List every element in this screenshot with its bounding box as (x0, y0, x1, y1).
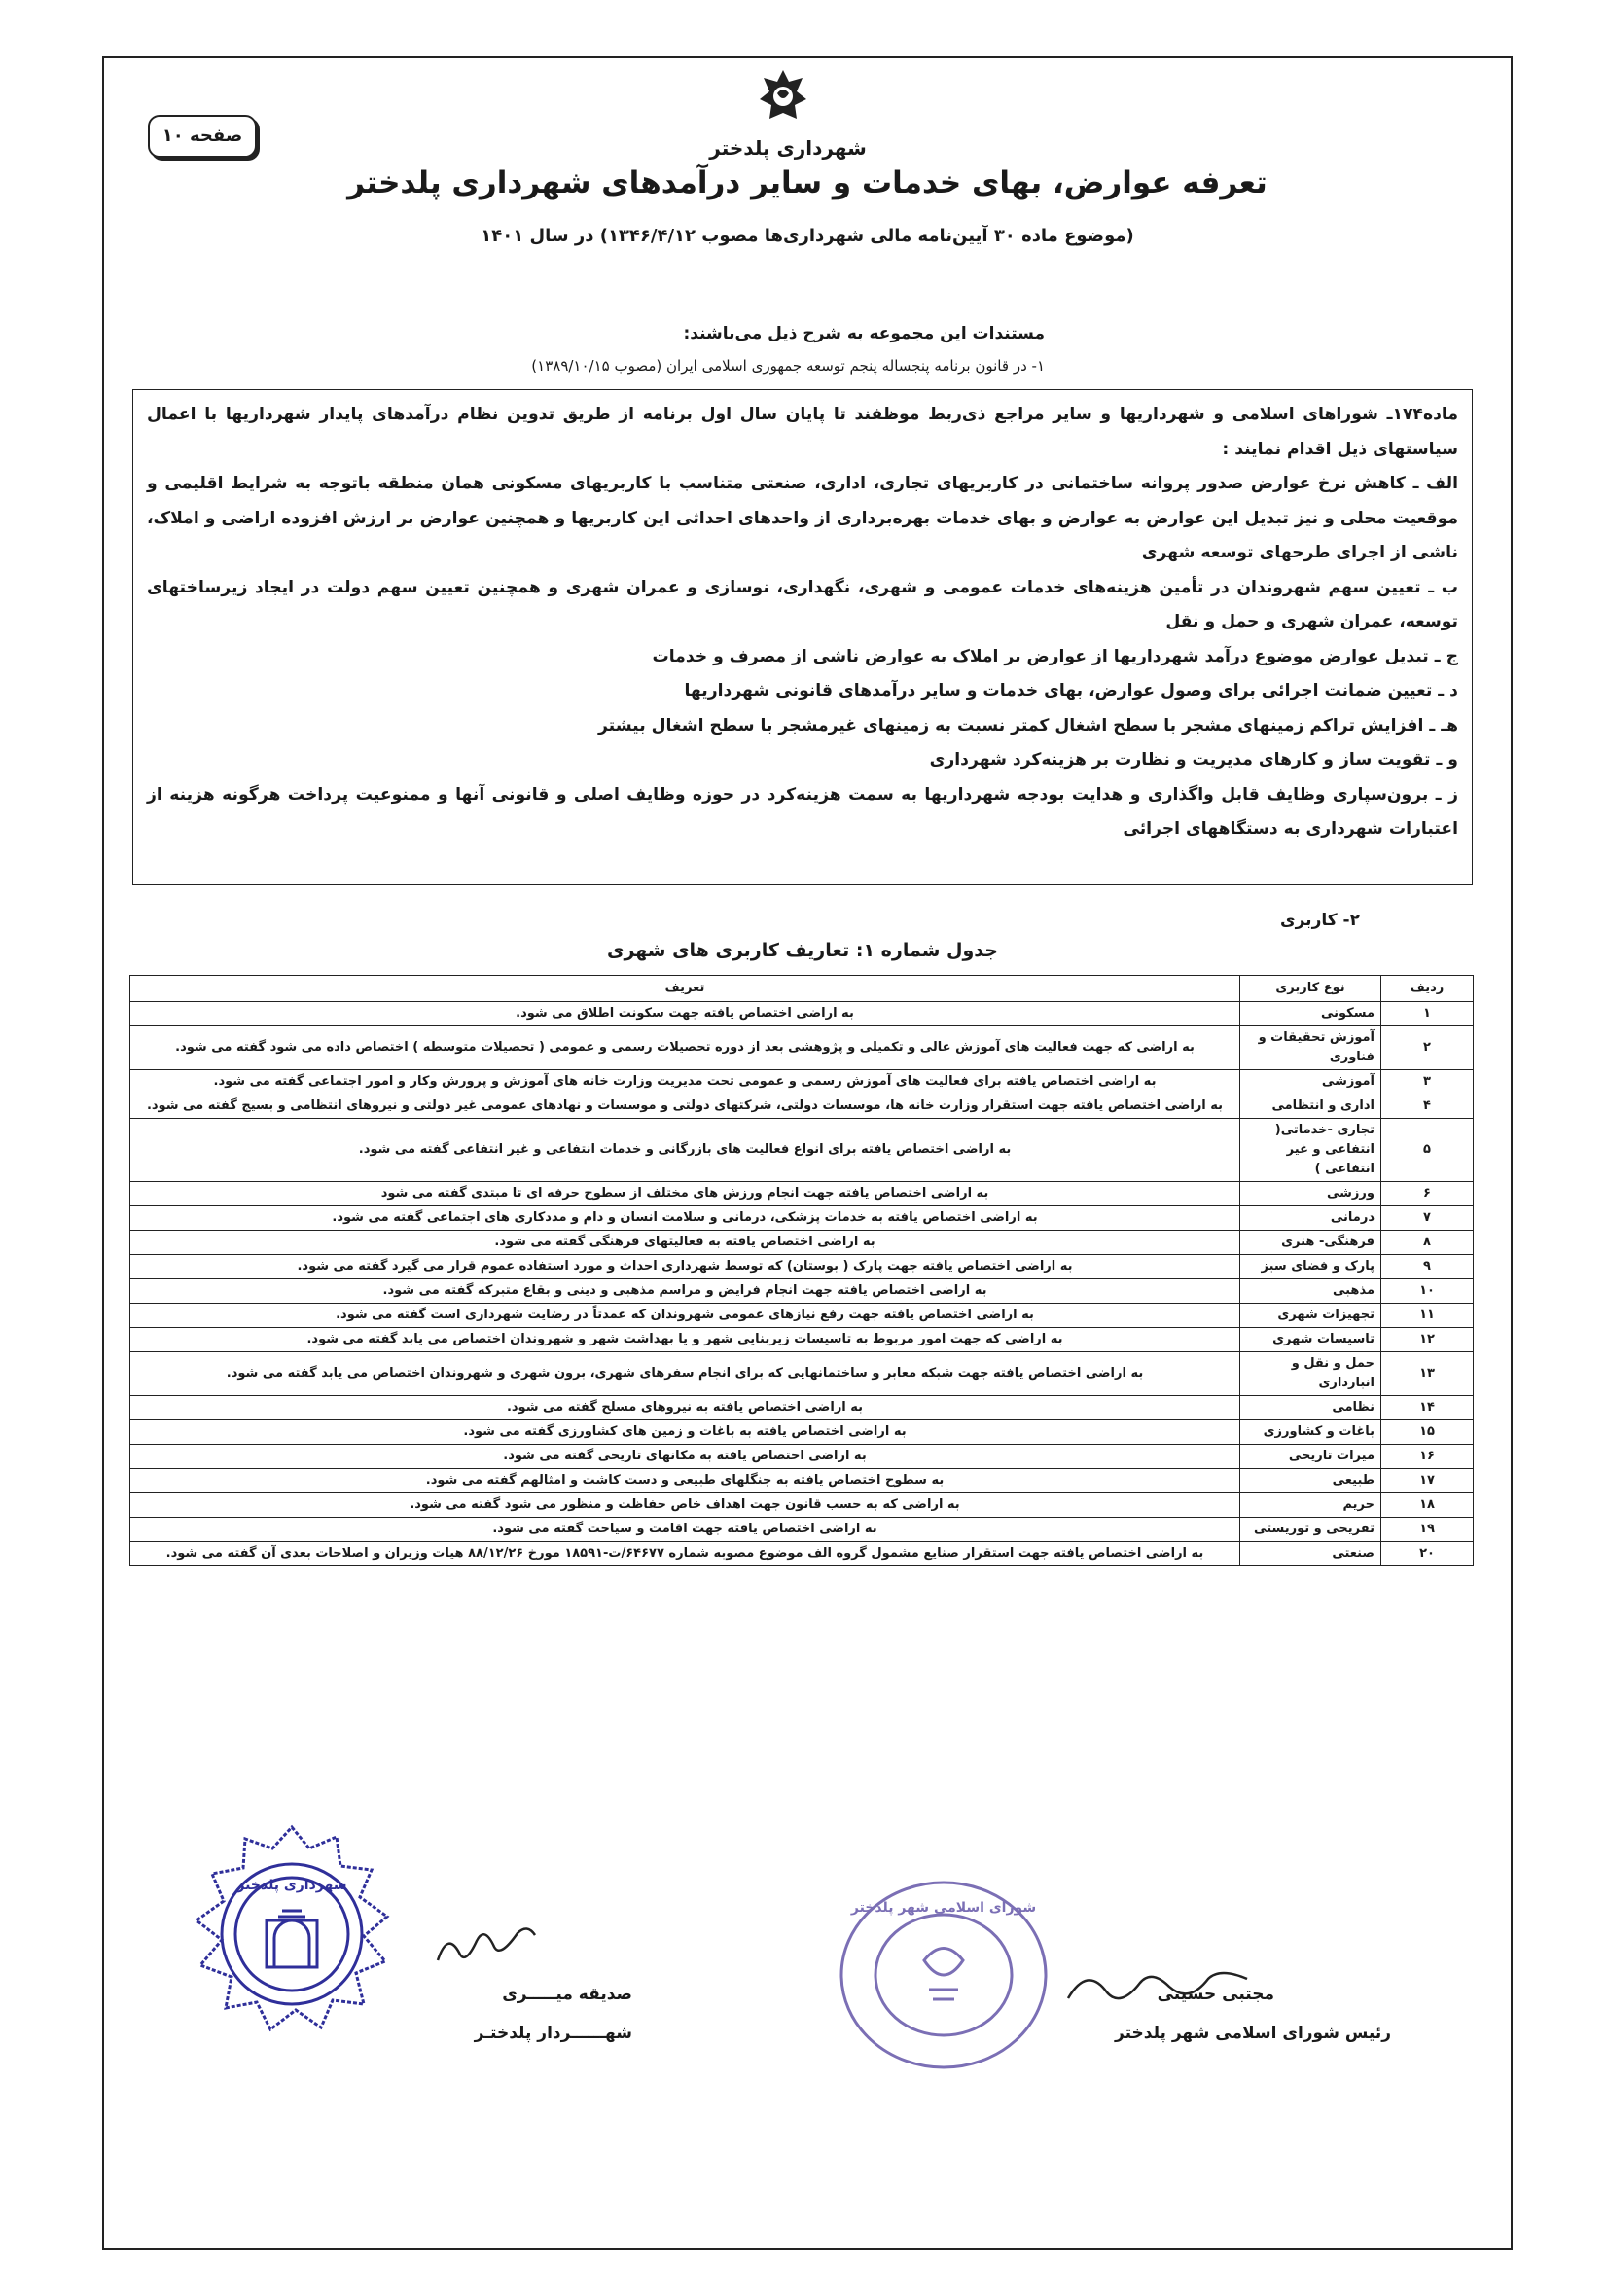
row-type-cell: پارک و فضای سبز (1240, 1255, 1381, 1279)
row-type-cell: تجاری -خدماتی( انتفاعی و غیر انتفاعی ) (1240, 1119, 1381, 1182)
article-clause: ب ـ تعیین سهم شهروندان در تأمین هزینه‌های خدمات عمومی و شهری، نگهداری، نوسازی و عمران شهری و همچنین تعیین سهم دولت در ایجاد زیرساختهای توسعه، عمران شهری و حمل و نقل (147, 577, 1458, 631)
row-type-cell: مسکونی (1240, 1002, 1381, 1026)
organization-name: شهرداری پلدختر (709, 136, 867, 160)
column-header-index: ردیف (1381, 976, 1474, 1002)
usage-definitions-table (129, 975, 1474, 1566)
row-index-cell: ۸ (1381, 1231, 1474, 1255)
document-subtitle: (موضوع ماده ۳۰ آیین‌نامه مالی شهرداری‌ها مصوب ۱۳۴۶/۴/۱۲) در سال ۱۴۰۱ (481, 226, 1134, 246)
row-definition-cell: به اراضی اختصاص یافته به خدمات پزشکی، درمانی و سلامت انسان و دام و مددکاری های اجتماعی گفته می شود. (130, 1206, 1240, 1231)
row-definition-cell: به اراضی اختصاص یافته جهت شبکه معابر و ساختمانهایی که برای انجام سفرهای شهری، برون شهری و شهروندان اختصاص می یابد گفته می شود. (130, 1352, 1240, 1396)
table-row (130, 1206, 1474, 1231)
article-clause: د ـ تعیین ضمانت اجرائی برای وصول عوارض، بهای خدمات و سایر درآمدهای قانونی شهرداریها (684, 681, 1458, 700)
table-row (130, 1002, 1474, 1026)
row-definition-cell: به اراضی اختصاص یافته به مکانهای تاریخی گفته می شود. (130, 1445, 1240, 1469)
table-row (130, 1094, 1474, 1119)
row-type-cell: طبیعی (1240, 1469, 1381, 1493)
row-definition-cell: به اراضی که جهت امور مربوط به تاسیسات زیربنایی شهر و یا بهداشت شهر و شهروندان اختصاص می یابد گفته می شود. (130, 1328, 1240, 1352)
row-definition-cell: به اراضی که جهت فعالیت های آموزش عالی و تکمیلی و پژوهشی بعد از دوره تحصیلات رسمی و عمومی ( تحصیلات متوسطه ) اختصاص داده می شود گفته می شود. (130, 1026, 1240, 1070)
table-row (130, 1420, 1474, 1445)
row-index-cell: ۲ (1381, 1026, 1474, 1070)
table-row (130, 1070, 1474, 1094)
row-type-cell: آموزش تحقیقات و فناوری (1240, 1026, 1381, 1070)
row-type-cell: حمل و نقل و انبارداری (1240, 1352, 1381, 1396)
article-clause: الف ـ کاهش نرخ عوارض صدور پروانه ساختمانی در کاربریهای تجاری، اداری، صنعتی متناسب با کاربریهای مسکونی همان منطقه باتوجه به شرایط اقلیمی و موقعیت محلی و نیز تبدیل این عوارض به عوارض و بهای خدمات بهره‌برداری از واحدهای احداثی این کاربریها و همچنین عوارض بر ارزش افزوده اراضی و املاک، ناشی از اجرای طرحهای توسعه شهری (147, 474, 1458, 562)
article-174-box (132, 389, 1473, 885)
row-definition-cell: به اراضی اختصاص یافته جهت اقامت و سیاحت گفته می شود. (130, 1518, 1240, 1542)
article-intro: ماده۱۷۴ـ شوراهای اسلامی و شهرداریها و سایر مراجع ذی‌ربط موظفند تا پایان سال اول برنامه از طریق تدوین نظام درآمدهای پایدار شهرداریها با اعمال سیاستهای ذیل اقدام نمایند : (147, 405, 1458, 459)
municipality-logo-icon (758, 68, 808, 126)
sources-item: ۱- در قانون برنامه پنجساله پنجم توسعه جمهوری اسلامی ایران (مصوب ۱۳۸۹/۱۰/۱۵) (531, 357, 1045, 375)
article-clause: ج ـ تبدیل عوارض موضوع درآمد شهرداریها از عوارض بر املاک به عوارض ناشی از مصرف و خدمات (652, 646, 1458, 666)
row-type-cell: فرهنگی- هنری (1240, 1231, 1381, 1255)
row-index-cell: ۱۵ (1381, 1420, 1474, 1445)
table-body (130, 1002, 1474, 1566)
svg-text:شهرداری پلدختر: شهرداری پلدختر (236, 1878, 347, 1893)
table-row (130, 1396, 1474, 1420)
column-header-type: نوع کاربری (1240, 976, 1381, 1002)
table-header-row (130, 976, 1474, 1002)
row-index-cell: ۱۷ (1381, 1469, 1474, 1493)
row-type-cell: حریم (1240, 1493, 1381, 1518)
mayor-signature-icon (428, 1921, 545, 1980)
row-type-cell: مذهبی (1240, 1279, 1381, 1304)
svg-text:شورای اسلامی شهر پلدختر: شورای اسلامی شهر پلدختر (850, 1900, 1037, 1916)
table-row (130, 1352, 1474, 1396)
row-index-cell: ۹ (1381, 1255, 1474, 1279)
table-row (130, 1518, 1474, 1542)
table-row (130, 1328, 1474, 1352)
row-index-cell: ۱۴ (1381, 1396, 1474, 1420)
sources-heading: مستندات این مجموعه به شرح ذیل می‌باشند: (683, 324, 1045, 343)
table-row (130, 1119, 1474, 1182)
row-definition-cell: به اراضی اختصاص یافته برای فعالیت های آموزش رسمی و عمومی تحت مدیریت وزارت خانه های آموزش و پرورش وکار و امور اجتماعی گفته می شود. (130, 1070, 1240, 1094)
city-council-seal-icon (832, 1873, 1055, 2077)
article-clause: هـ ـ افزایش تراکم زمینهای مشجر با سطح اشغال کمتر نسبت به زمینهای غیرمشجر با سطح اشغال بیشتر (597, 715, 1458, 735)
row-definition-cell: به اراضی اختصاص یافته جهت استقرار صنایع مشمول گروه الف موضوع مصوبه شماره ۶۴۶۷۷/ت-۱۸۵۹۱ مورخ ۸۸/۱۲/۲۶ هیات وزیران و اصلاحات بعدی آن گفته می شود. (130, 1542, 1240, 1566)
table-row (130, 1182, 1474, 1206)
row-index-cell: ۱ (1381, 1002, 1474, 1026)
mayor-name: صدیقه میـــــری (502, 1985, 632, 2004)
council-head-name: مجتبی حسینی (1157, 1985, 1274, 2004)
article-clause: ز ـ برون‌سپاری وظایف قابل واگذاری و هدایت بودجه شهرداریها به سمت هزینه‌کرد در حوزه وظایف اصلی و قانونی آنها و ممنوعیت پرداخت هرگونه هزینه از اعتبارات شهرداری به دستگاههای اجرائی (147, 784, 1458, 839)
row-definition-cell: به اراضی اختصاص یافته به فعالیتهای فرهنگی گفته می شود. (130, 1231, 1240, 1255)
table-row (130, 1469, 1474, 1493)
row-index-cell: ۱۹ (1381, 1518, 1474, 1542)
table-row (130, 1445, 1474, 1469)
row-index-cell: ۴ (1381, 1094, 1474, 1119)
row-index-cell: ۳ (1381, 1070, 1474, 1094)
table-row (130, 1304, 1474, 1328)
row-definition-cell: به سطوح اختصاص یافته به جنگلهای طبیعی و دست کاشت و امثالهم گفته می شود. (130, 1469, 1240, 1493)
row-definition-cell: به اراضی که به حسب قانون جهت اهداف خاص حفاظت و منظور می شود گفته می شود. (130, 1493, 1240, 1518)
row-index-cell: ۱۰ (1381, 1279, 1474, 1304)
table-row (130, 1255, 1474, 1279)
row-index-cell: ۲۰ (1381, 1542, 1474, 1566)
row-definition-cell: به اراضی اختصاص یافته جهت رفع نیازهای عمومی شهروندان که عمدتاً در رضایت شهرداری است گفته می شود. (130, 1304, 1240, 1328)
row-type-cell: ورزشی (1240, 1182, 1381, 1206)
row-type-cell: تاسیسات شهری (1240, 1328, 1381, 1352)
row-definition-cell: به اراضی اختصاص یافته برای انواع فعالیت های بازرگانی و خدمات انتفاعی و غیر انتفاعی گفته می شود. (130, 1119, 1240, 1182)
row-definition-cell: به اراضی اختصاص یافته جهت استقرار وزارت خانه ها، موسسات دولتی، شرکتهای دولتی و موسسات و نهادهای عمومی غیر دولتی و نیروهای انتظامی و بسیج گفته می شود. (130, 1094, 1240, 1119)
mayor-title: شهــــــردار پلدختـر (474, 2024, 632, 2043)
row-type-cell: درمانی (1240, 1206, 1381, 1231)
row-type-cell: میراث تاریخی (1240, 1445, 1381, 1469)
table-row (130, 1026, 1474, 1070)
row-index-cell: ۱۳ (1381, 1352, 1474, 1396)
row-definition-cell: به اراضی اختصاص یافته به باغات و زمین های کشاورزی گفته می شود. (130, 1420, 1240, 1445)
table-row (130, 1542, 1474, 1566)
row-definition-cell: به اراضی اختصاص یافته جهت انجام ورزش های مختلف از سطوح حرفه ای تا مبتدی گفته می شود (130, 1182, 1240, 1206)
row-type-cell: اداری و انتظامی (1240, 1094, 1381, 1119)
article-clause: و ـ تقویت ساز و کارهای مدیریت و نظارت بر هزینه‌کرد شهرداری (929, 750, 1458, 770)
row-index-cell: ۱۶ (1381, 1445, 1474, 1469)
row-type-cell: آموزشی (1240, 1070, 1381, 1094)
council-head-title: رئیس شورای اسلامی شهر پلدختر (1115, 2024, 1391, 2043)
row-type-cell: صنعتی (1240, 1542, 1381, 1566)
row-index-cell: ۷ (1381, 1206, 1474, 1231)
row-index-cell: ۶ (1381, 1182, 1474, 1206)
row-definition-cell: به اراضی اختصاص یافته به نیروهای مسلح گفته می شود. (130, 1396, 1240, 1420)
table-row (130, 1279, 1474, 1304)
document-title: تعرفه عوارض، بهای خدمات و سایر درآمدهای شهرداری پلدختر (347, 165, 1268, 200)
column-header-definition: تعریف (130, 976, 1240, 1002)
row-type-cell: تفریحی و توریستی (1240, 1518, 1381, 1542)
row-definition-cell: به اراضی اختصاص یافته جهت انجام فرایض و مراسم مذهبی و دینی و بقاع متبرکه گفته می شود. (130, 1279, 1240, 1304)
row-index-cell: ۱۱ (1381, 1304, 1474, 1328)
row-index-cell: ۱۸ (1381, 1493, 1474, 1518)
municipality-seal-icon (185, 1819, 399, 2043)
row-definition-cell: به اراضی اختصاص یافته جهت پارک ( بوستان) که توسط شهرداری احداث و مورد استفاده عموم قرار می گیرد گفته می شود. (130, 1255, 1240, 1279)
row-index-cell: ۵ (1381, 1119, 1474, 1182)
page-number-badge: صفحه ۱۰ (148, 115, 257, 158)
table-row (130, 1493, 1474, 1518)
row-type-cell: نظامی (1240, 1396, 1381, 1420)
table-row (130, 1231, 1474, 1255)
section-heading: ۲- کاربری (1280, 911, 1360, 930)
row-type-cell: تجهیزات شهری (1240, 1304, 1381, 1328)
row-definition-cell: به اراضی اختصاص یافته جهت سکونت اطلاق می شود. (130, 1002, 1240, 1026)
row-index-cell: ۱۲ (1381, 1328, 1474, 1352)
row-type-cell: باغات و کشاورزی (1240, 1420, 1381, 1445)
table-title: جدول شماره ۱: تعاریف کاربری های شهری (607, 940, 998, 961)
